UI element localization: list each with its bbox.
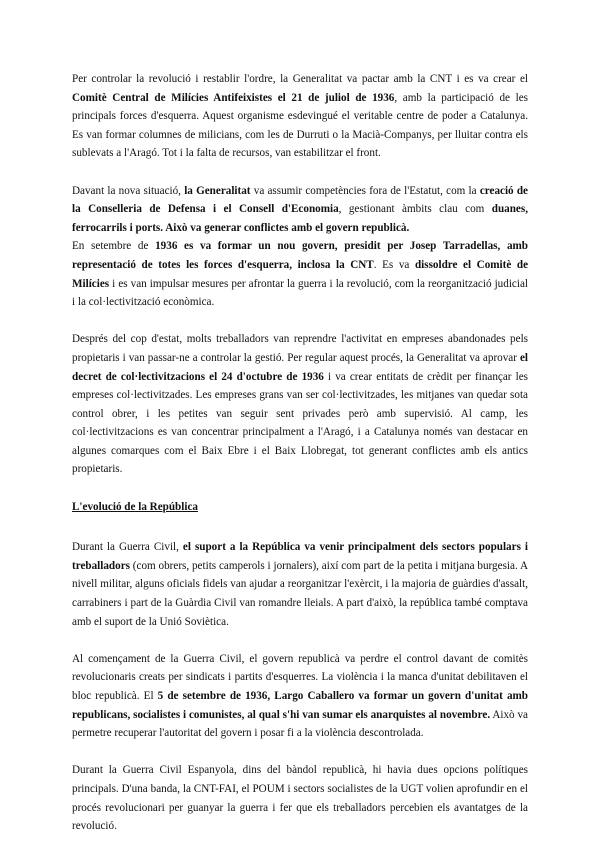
bold-text: creació de la Conselleria de Defensa i el Consell d'Economia	[72, 184, 528, 216]
paragraph-largo-caballero	[72, 650, 528, 743]
text-span: i es van impulsar mesures per afrontar la guerra i la revolució, com la reorganització judicial i la col·lectivització econòmica.	[72, 277, 528, 309]
document-page	[72, 70, 528, 854]
text-span: Davant la nova situació,	[72, 184, 185, 197]
text-span: . Es va	[373, 258, 415, 271]
text-span: i va crear entitats de crèdit per finançar les empreses col·lectivitzades. Les empreses grans van ser col·lectivitzades, les mitjanes van quedar sota control obrer, i les petites van seguir sent privades però amb supervisió. Al camp, les col·lectivitzacions es van concentrar principalment a l'Aragó, i a Catalunya només van destacar en algunes comarques com el Baix Ebre i el Baix Llobregat, tot generant conflictes amb els antics propietaris.	[72, 370, 528, 476]
bold-text: duanes, ferrocarrils i ports. Això va generar conflictes amb el govern republicà.	[72, 203, 528, 234]
text-span: Després del cop d'estat, molts treballadors van reprendre l'activitat en empreses abandonades pels propietaris i van passar-ne a controlar la gestió. Per regular aquest procés, la Generalitat va aprovar	[72, 333, 528, 364]
text-span: Per controlar la revolució i restablir l'ordre, la Generalitat va pactar amb la CNT i es va crear el	[72, 73, 528, 85]
paragraph-comite-milicies	[72, 70, 528, 163]
text-span: Durant la Guerra Civil Espanyola, dins del bàndol republicà, hi havia dues opcions polítiques principals. D'una banda, la CNT-FAI, el POUM i sectors socialistes de la UGT volien aprofundir en el procés revolucionari per guanyar la guerra i fer que els treballadors percebien els avantatges de la revolució.	[72, 764, 528, 833]
text-span: Al començament de la Guerra Civil, el govern republicà va perdre el control davant de comitès revolucionaris creats per sindicats i partits d'esquerres. La violència i la manca d'unitat debilitaven el bloc republicà. El	[72, 652, 528, 702]
bold-text: el decret de col·lectivitzacions el 24 d'octubre de 1936	[72, 351, 528, 383]
bold-text: Comitè Central de Milícies Antifeixistes el 21 de juliol de 1936	[72, 91, 395, 104]
paragraph-generalitat	[72, 182, 528, 238]
bold-text: el suport a la República va venir principalment dels sectors populars i treballadors	[72, 541, 528, 572]
text-span: (com obrers, petits camperols i jornalers), així com part de la petita i mitjana burgesia. A nivell militar, alguns oficials fidels van ajudar a reorganitzar l'exèrcit, i la majoria de guàrdies d'assalt, carrabiners i part de la Guàrdia Civil van romandre lleials. A part d'això, la república també comptava amb el suport de la Unió Soviètica.	[72, 559, 528, 628]
paragraph-opcions-politiques	[72, 761, 528, 835]
paragraph-collectivitzacions	[72, 330, 528, 479]
bold-text: 1936 es va formar un nou govern, presidit per Josep Tarradellas, amb representació de totes les forces d'esquerra, inclosa la CNT	[72, 240, 528, 271]
bold-text: 5 de setembre de 1936, Largo Caballero va formar un govern d'unitat amb republicans, socialistes i comunistes, al qual s'hi van sumar els anarquistes al novembre.	[72, 690, 528, 721]
text-span: , amb la participació de les principals forces d'esquerra. Aquest organisme esdevingué el veritable centre de poder a Catalunya. Es van formar columnes de milicians, com les de Durruti o la Macià-Companys, per lluitar contra els sublevats a l'Aragó. Tot i la falta de recursos, van estabilitzar el front.	[72, 91, 528, 160]
bold-text: la Generalitat	[184, 184, 251, 197]
paragraph-suport-republica	[72, 538, 528, 631]
text-span: Això va permetre recuperar l'autoritat del govern i posar fi a la violència descontrolada.	[72, 708, 528, 740]
bold-text: dissoldre el Comitè de Milícies	[72, 258, 529, 290]
section-heading: L'evolució de la República	[72, 500, 198, 513]
text-span: va assumir competències fora de l'Estatut, com la	[250, 184, 480, 197]
paragraph-govern-tarradellas	[72, 237, 528, 311]
text-span: En setembre de	[72, 240, 156, 253]
text-span: Durant la Guerra Civil,	[72, 541, 183, 554]
text-span: , gestionant àmbits clau com	[338, 203, 492, 216]
